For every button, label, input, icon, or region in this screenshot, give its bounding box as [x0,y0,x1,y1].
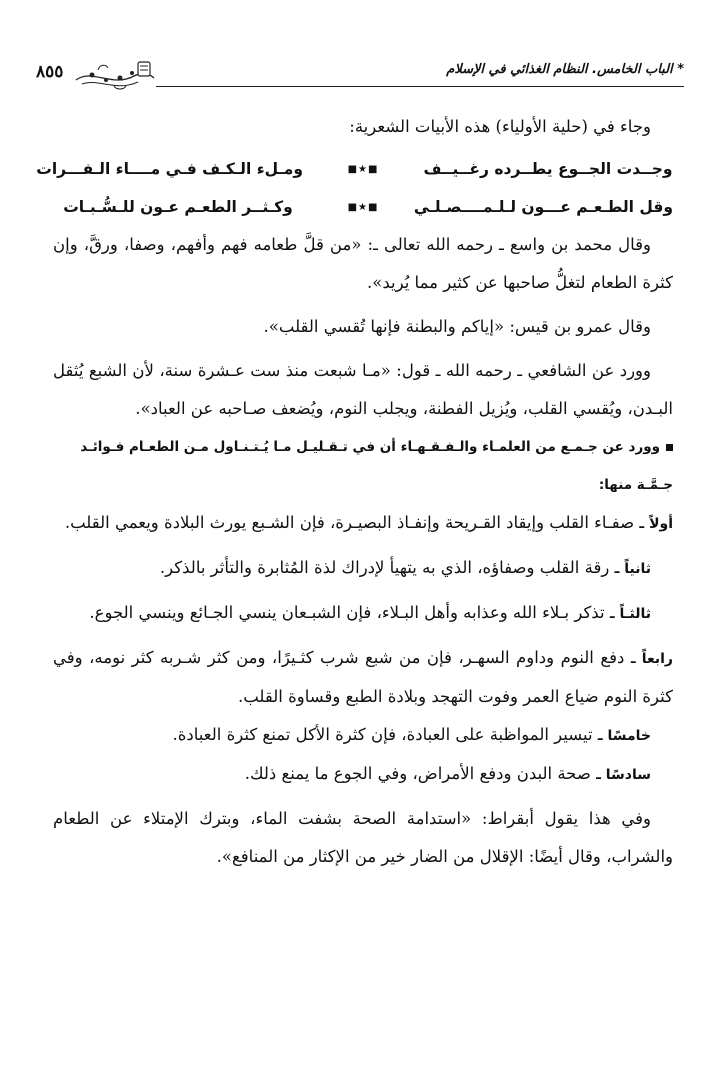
poem-verse [36,150,673,188]
benefit-label: خامسًا ـ [597,728,651,744]
benefit-label: أولاً ـ [639,516,673,532]
poem-block [36,150,673,226]
verse-separator: ■★■ [347,163,379,175]
page-number: ٨٥٥ [36,62,64,82]
verse-first-hemistich: وجــدت الجــوع يطــرده رغــيــف [423,160,673,178]
page-body [36,108,673,876]
benefits-intro-text: وورد عن جـمـع من العلمـاء والـفـقـهـاء أن في تـقـليـل مـا يُـتـنـاول مـن الطعـام فـوائـد جـمَّـة منها: [80,439,673,493]
running-header [36,58,684,98]
benefit-item [53,549,673,588]
floral-ornament-icon [72,58,156,94]
chapter-title: * الباب الخامس. النظام الغذائي في الإسلام [446,62,684,77]
benefit-text: صحة البدن ودفع الأمراض، وفي الجوع ما يمنع ذلك. [244,764,591,783]
paragraph-ibn-wasi: وقال محمد بن واسع ـ رحمه الله تعالى ـ: «من قلَّ طعامه فهم وأفهم، وصفا، ورقَّ، وإن كثرة الطعام لتغلُّ صاحبها عن كثير مما يُريد». [53,235,673,292]
benefit-text: تذكر بـلاء الله وعذابه وأهل البـلاء، فإن الشبـعان ينسي الجـائع وينسي الجوع. [89,603,605,622]
benefit-item [53,716,673,755]
benefit-item [53,594,673,633]
verse-separator: ■★■ [347,201,379,213]
header-rule [156,86,684,87]
paragraph-shafii: وورد عن الشافعي ـ رحمه الله ـ قول: «مـا شبعت منذ ست عـشرة سنة، لأن الشبع يُثقل البـدن، ويُقسي القلب، ويُزيل الفطنة، ويجلب النوم، ويُضعف صـاحبه عن العباد». [53,361,673,418]
benefits-intro [53,428,673,504]
paragraph-hippocrates: وفي هذا يقول أبقراط: «استدامة الصحة بشفت الماء، وبترك الإمتلاء عن الطعام والشراب، وقال أيضًا: الإقلال من الضار خير من الإكثار من المنافع». [53,809,673,866]
verse-second-hemistich: وكـثــر الطعـم عـون للـسُّـبـات [63,198,293,216]
benefit-item [53,755,673,794]
benefit-text: صفـاء القلب وإيقاد القـريحة وإنفـاذ البصيـرة، فإن الشـبع يورث البلادة ويعمي القلب. [64,513,635,532]
square-bullet-icon [666,444,673,451]
benefit-text: رقة القلب وصفاؤه، الذي به يتهيأ لإدراك لذة المُثابرة والتأثر بالذكر. [159,558,610,577]
benefit-text: تيسير المواظبة على العبادة، فإن كثرة الأكل تمنع كثرة العبادة. [172,725,593,744]
paragraph-amr-ibn-qays: وقال عمرو بن قيس: «إياكم والبطنة فإنها تُقسي القلب». [263,317,651,336]
benefit-text: دفع النوم وداوم السهـر، فإن من شبع شرب كثـيرًا، ومن كثر شـربه كثر نومه، وفي كثرة النوم ضياع العمر وفوت التهجد وبلادة الطبع وقساوة القلب. [53,648,673,706]
poem-verse [53,188,673,226]
verse-second-hemistich: ومـلء الـكـف فـي مــــاء الـفـــرات [36,160,303,178]
benefit-label: سادسًا ـ [596,767,651,783]
benefit-item [53,639,673,716]
verse-first-hemistich: وقل الطـعـم عـــون لـلـمــــصـلـي [413,198,673,216]
intro-text: وجاء في (حلية الأولياء) هذه الأبيات الشعرية: [349,117,651,136]
benefit-item [53,504,673,543]
benefit-label: ثانياً ـ [614,561,651,577]
benefit-label: ثالثـاً ـ [609,606,651,622]
benefit-label: رابعاً ـ [630,651,673,667]
